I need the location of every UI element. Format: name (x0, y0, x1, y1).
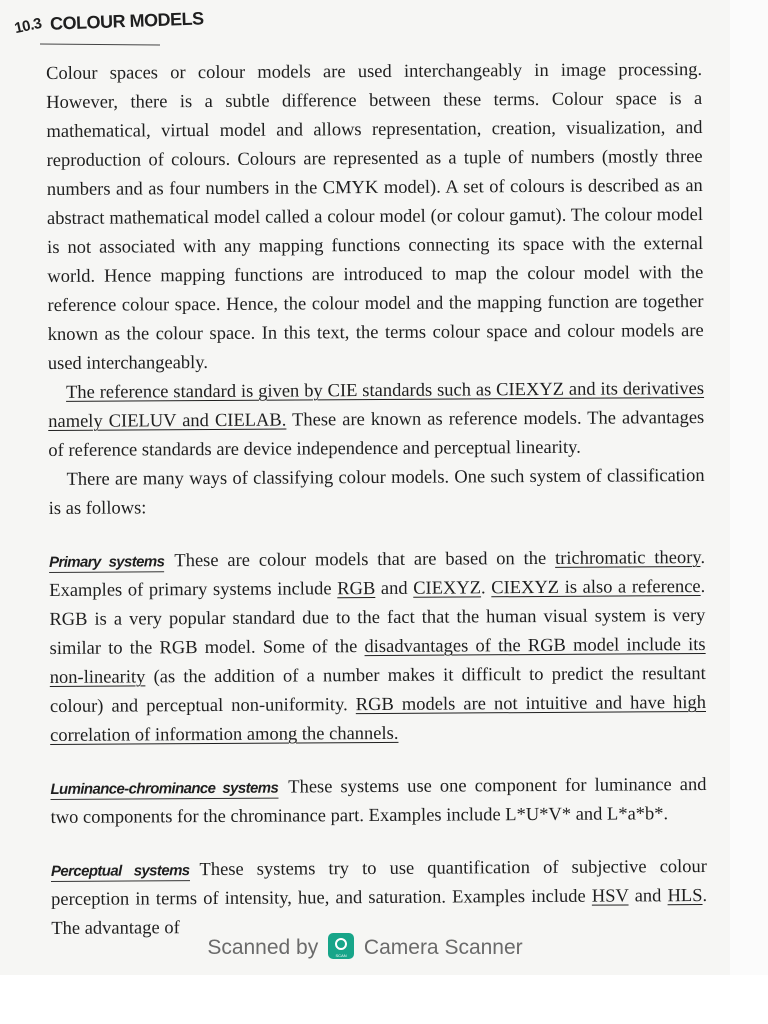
paragraph-primary-systems (49, 544, 706, 751)
luminance-text: These systems use one component for luminance and two components for the chrominance part. Examples include L*U*V* and L*a*b*. (50, 774, 707, 828)
perceptual-text-2: and (628, 886, 668, 907)
primary-text-4: . (480, 578, 492, 599)
paragraph-classification: There are many ways of classifying colour models. One such system of classification is as follows: (48, 465, 705, 519)
underlined-ciexyz: CIEXYZ (413, 578, 482, 599)
reference-standard-rest: These are known as reference models. The advantages of reference standards are device independence and perceptual linearity. (48, 407, 705, 461)
underlined-hls: HLS (667, 886, 703, 907)
paragraph-luminance-chrominance (50, 771, 706, 833)
luminance-systems-label: Luminance-chrominance systems (50, 779, 279, 798)
paragraph-colour-spaces: Colour spaces or colour models are used interchangeably in image processing. However, there is a subtle difference between these terms. Colour space is a mathematical, virtual model and allows representation, creation, visualization, and reproduction of colours. Colours are represented as a tuple of numbers (mostly three numbers and as four numbers in the CMYK model). A set of colours is described as an abstract mathematical model called a colour model (or colour gamut). The colour model is not associated with any mapping functions connecting its space with the external world. Hence mapping functions are introduced to map the colour model with the reference colour space. Hence, the colour model and the mapping function are together known as the colour space. In this text, the terms colour space and colour models are used interchangeably. (46, 59, 704, 374)
heading-underline (40, 43, 160, 45)
underlined-rgb-not-intuitive: RGB models are not intuitive and have high correlation of information among the channels. (50, 692, 707, 746)
primary-text-3: and (375, 578, 414, 599)
perceptual-text-3: . The advantage of (51, 885, 708, 939)
section-title: COLOUR MODELS (49, 8, 204, 34)
underlined-trichromatic: trichromatic theory (555, 548, 701, 569)
watermark-brand: Camera Scanner (363, 936, 523, 959)
underlined-ciexyz-reference: CIEXYZ is also a reference (491, 577, 701, 599)
section-number: 10.3 (12, 14, 44, 38)
body-text (46, 56, 707, 944)
primary-text-1: These are colour models that are based on the (174, 548, 556, 572)
underlined-reference-sentence: The reference standard is given by CIE standards such as CIEXYZ and its derivatives namely CIELUV and CIELAB. (48, 378, 705, 432)
perceptual-text-1: These systems try to use quantification of subjective colour perception in terms of intensity, hue, and saturation. Examples include (51, 856, 708, 910)
section-heading (14, 7, 204, 38)
underlined-rgb-disadvantages: disadvantages of the RGB model include its non-linearity (49, 634, 706, 688)
primary-text-6: (as the addition of a number makes it difficult to predict the resultant colour) and perceptual non-uniformity. (49, 663, 706, 717)
primary-text-2: . Examples of primary systems include (49, 547, 706, 601)
scan-margin (730, 0, 768, 975)
underlined-hsv: HSV (591, 886, 629, 907)
watermark-prefix: Scanned by (207, 936, 319, 959)
primary-systems-label: Primary systems (49, 553, 165, 571)
paragraph-reference-standard (48, 375, 705, 466)
scanner-watermark (0, 930, 730, 966)
camera-icon-caption: SCAN (335, 953, 347, 959)
primary-text-5: . RGB is a very popular standard due to the fact that the human visual system is very similar to the RGB model. Some of the (49, 576, 706, 659)
underlined-rgb: RGB (337, 578, 376, 600)
camera-icon (328, 933, 354, 959)
perceptual-systems-label: Perceptual systems (50, 862, 190, 880)
